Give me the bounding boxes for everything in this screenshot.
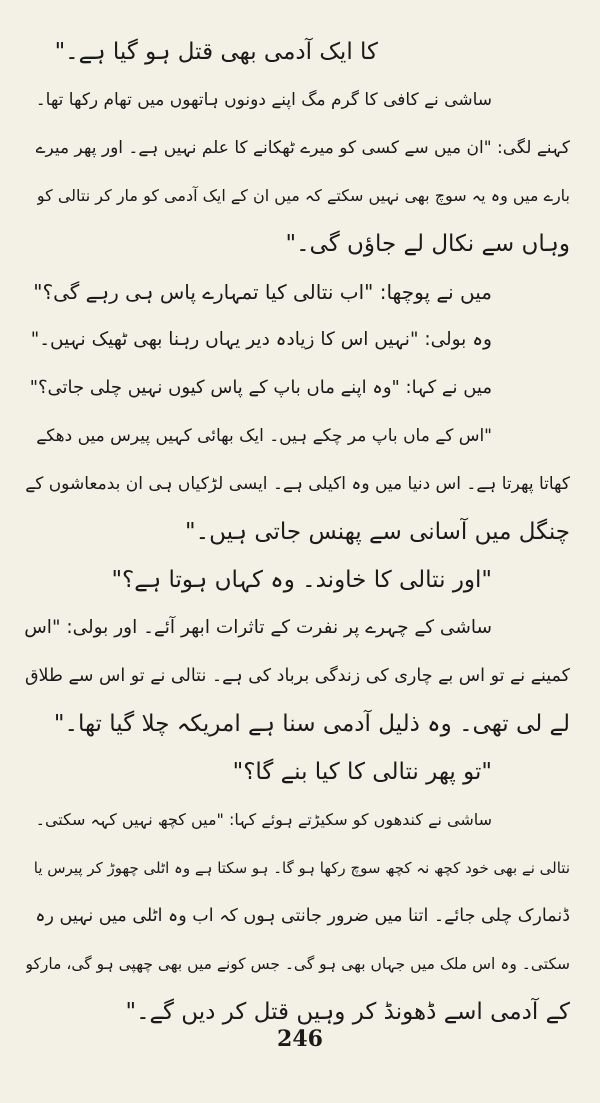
text-line: وہ بولی: "نہیں اس کا زیادہ دیر یہاں رہنا بھی ٹھیک نہیں۔" (30, 329, 492, 350)
text-line: نتالی نے بھی خود کچھ نہ کچھ سوچ رکھا ہو گا۔ ہو سکتا ہے وہ اٹلی چھوڑ کر پیرس یا (33, 859, 570, 877)
text-line: چنگل میں آسانی سے پھنس جاتی ہیں۔" (185, 519, 570, 545)
text-line: "اور نتالی کا خاوند۔ وہ کہاں ہوتا ہے؟" (111, 567, 492, 593)
text-line: سکتی۔ وہ اس ملک میں جہاں بھی ہو گی۔ جس کونے میں بھی چھپی ہو گی، مارکو (25, 955, 570, 973)
text-line: میں نے پوچھا: "اب نتالی کیا تمہارے پاس ہی رہے گی؟" (33, 280, 492, 304)
text-line: ساشی کے چہرے پر نفرت کے تاثرات ابھر آئے۔ اور بولی: "اس (24, 617, 492, 638)
text-line: کمینے نے تو اس بے چاری کی زندگی برباد کی ہے۔ نتالی نے تو اس سے طلاق (24, 666, 570, 686)
text-line: "اس کے ماں باپ مر چکے ہیں۔ ایک بھائی کہیں پیرس میں دھکے (36, 426, 492, 446)
text-line: کہنے لگی: "ان میں سے کسی کو میرے ٹھکانے کا علم نہیں ہے۔ اور پھر میرے (35, 138, 570, 158)
text-line: ساشی نے کندھوں کو سکیڑتے ہوئے کہا: "میں کچھ نہیں کہہ سکتی۔ (35, 810, 492, 829)
text-line: ساشی نے کافی کا گرم مگ اپنے دونوں ہاتھوں میں تھام رکھا تھا۔ (35, 90, 492, 110)
text-line: بارے میں وہ یہ سوچ بھی نہیں سکتے کہ میں ان کے ایک آدمی کو مار کر نتالی کو (36, 186, 570, 205)
text-line: "تو پھر نتالی کا کیا بنے گا؟" (232, 759, 492, 785)
page-number: 246 (277, 1026, 323, 1052)
text-line: کا ایک آدمی بھی قتل ہو گیا ہے۔" (54, 39, 378, 65)
text-line: کھاتا پھرتا ہے۔ اس دنیا میں وہ اکیلی ہے۔ ایسی لڑکیاں ہی ان بدمعاشوں کے (25, 474, 570, 494)
text-line: لے لی تھی۔ وہ ذلیل آدمی سنا ہے امریکہ چلا گیا تھا۔" (53, 711, 570, 737)
text-line: کے آدمی اسے ڈھونڈ کر وہیں قتل کر دیں گے۔" (125, 999, 570, 1025)
text-line: ڈنمارک چلی جائے۔ اتنا میں ضرور جانتی ہوں کہ اب وہ اٹلی میں نہیں رہ (35, 906, 570, 926)
text-line: وہاں سے نکال لے جاؤں گی۔" (285, 231, 570, 257)
text-line: میں نے کہا: "وہ اپنے ماں باپ کے پاس کیوں نہیں چلی جاتی؟" (29, 377, 492, 398)
